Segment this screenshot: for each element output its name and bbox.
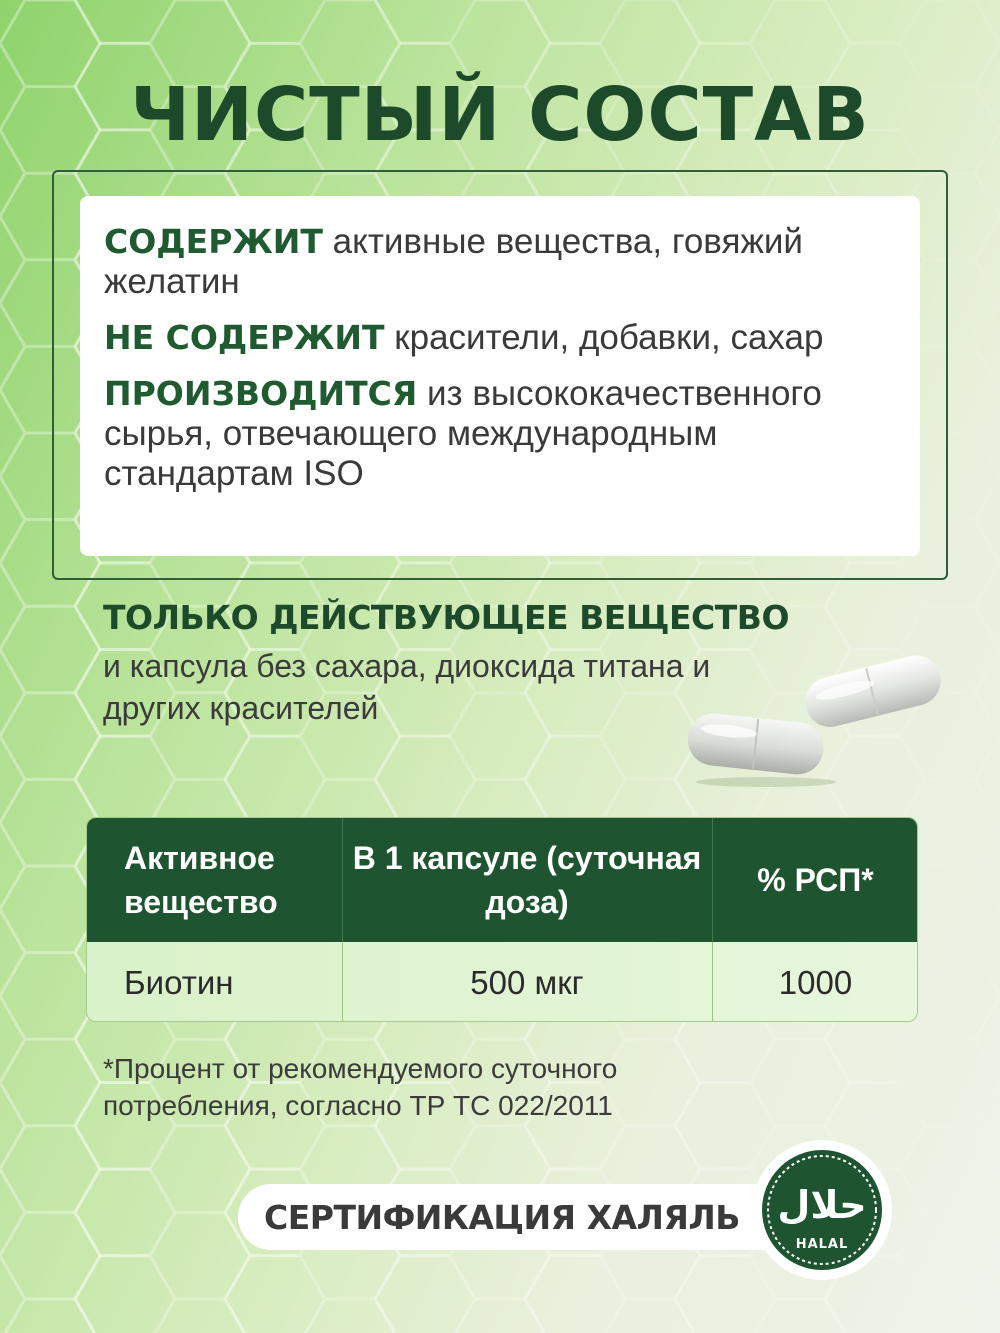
capsules-image xyxy=(676,640,956,790)
capsule-front xyxy=(685,711,826,777)
halal-arabic: حلال xyxy=(777,1183,867,1227)
header-dose: В 1 капсуле (суточная доза) xyxy=(352,840,702,920)
not-contains-keyword: НЕ СОДЕРЖИТ xyxy=(104,318,385,357)
row-divider xyxy=(342,942,343,1022)
header-substance: Активное вещество xyxy=(124,840,278,920)
cell-substance: Биотин xyxy=(124,963,234,1001)
header-divider xyxy=(342,818,343,942)
composition-card xyxy=(80,196,920,556)
active-text: и капсула без сахара, диоксида титана и других красителей xyxy=(103,648,711,726)
table-header-row xyxy=(87,818,917,942)
row-divider xyxy=(712,942,713,1022)
contains-paragraph xyxy=(104,222,896,302)
contains-text: активные вещества, говяжий желатин xyxy=(104,222,803,301)
capsule-back xyxy=(800,650,946,732)
not-contains-paragraph xyxy=(104,318,896,358)
page-title: ЧИСТЫЙ СОСТАВ xyxy=(130,72,870,158)
cell-dose: 500 мкг xyxy=(470,963,584,1001)
halal-seal-icon xyxy=(750,1138,894,1282)
header-divider xyxy=(712,818,713,942)
active-heading: ТОЛЬКО ДЕЙСТВУЮЩЕЕ ВЕЩЕСТВО xyxy=(103,598,789,637)
table-row xyxy=(87,942,917,1022)
footnote: *Процент от рекомендуемого суточного потребления, согласно ТР ТС 022/2011 xyxy=(103,1053,618,1121)
produced-keyword: ПРОИЗВОДИТСЯ xyxy=(104,374,418,413)
not-contains-text: красители, добавки, сахар xyxy=(384,318,824,357)
produced-paragraph xyxy=(104,374,896,494)
header-rsp: % РСП* xyxy=(757,862,874,898)
nutrition-table xyxy=(86,817,918,1022)
halal-latin: HALAL xyxy=(795,1237,849,1252)
produced-text: из высококачественного сырья, отвечающего международным стандартам ISO xyxy=(104,374,822,493)
cell-rsp: 1000 xyxy=(778,963,853,1001)
certification-label: СЕРТИФИКАЦИЯ ХАЛЯЛЬ xyxy=(238,1184,818,1250)
contains-keyword: СОДЕРЖИТ xyxy=(104,222,323,261)
